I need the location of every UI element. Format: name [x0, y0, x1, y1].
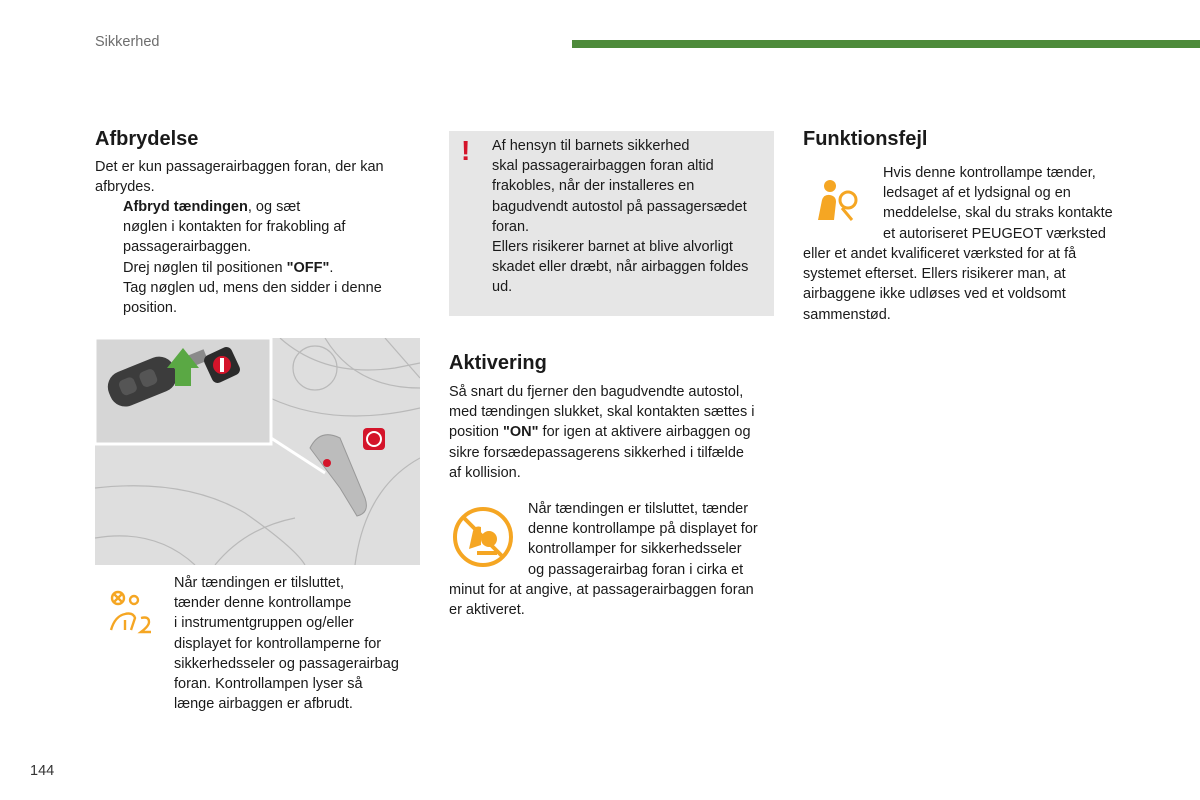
aktivering-paragraph: Så snart du fjerner den bagudvendte autostol, med tændingen slukket, skal kontakten sættes i position "ON" for igen at aktivere airbaggen og sikre forsædepassagerens sikkerhed i tilfælde af kollision.	[449, 384, 755, 481]
page-number: 144	[30, 763, 55, 779]
step-2: Drej nøglen til positionen "OFF".	[123, 259, 334, 276]
key-switch-illustration	[95, 338, 420, 565]
afbrydelse-steps	[95, 197, 425, 318]
funktionsfejl-side-text: Hvis denne kontrollampe tænder, ledsaget af et lydsignal og en meddelelse, skal du straks kontakte et autoriseret PEUGEOT værksted	[883, 165, 1113, 242]
aktivering-title: Aktivering	[449, 352, 547, 374]
afbrydelse-title: Afbrydelse	[95, 128, 199, 150]
airbag-on-indicator-icon	[451, 505, 515, 569]
step-1: Afbryd tændingen, og sæt nøglen i kontakten for frakobling af passagerairbaggen.	[123, 199, 346, 256]
step-3: Tag nøglen ud, mens den sidder i denne position.	[123, 279, 382, 317]
aktivering-lamp-text-tail: minut for at angive, at passagerairbaggen foran er aktiveret.	[449, 582, 754, 619]
airbag-off-passenger-2-icon	[103, 590, 155, 636]
section-label: Sikkerhed	[95, 34, 160, 50]
aktivering-lamp-text: Når tændingen er tilsluttet, tænder denne kontrollampe på displayet for kontrollamper for sikkerhedsseler og passagerairbag foran i cirka et	[528, 501, 758, 578]
airbag-fault-icon	[814, 178, 860, 224]
dashboard-illustration	[95, 338, 420, 565]
warning-text: Af hensyn til barnets sikkerhed skal passagerairbaggen foran altid frakobles, når der installeres en bagudvendt autostol på passagersædet foran. Ellers risikerer barnet at blive alvorligt skadet eller dræbt, når airbaggen foldes ud.	[492, 138, 749, 296]
afbrydelse-intro: Det er kun passagerairbaggen foran, der kan afbrydes.	[95, 159, 384, 196]
afbrydelse-lamp-text: Når tændingen er tilsluttet, tænder denne kontrollampe i instrumentgruppen og/eller displayet for kontrollamperne for sikkerhedsseler og passagerairbag foran. Kontrollampen lyser så længe airbaggen er afbrudt.	[174, 575, 399, 713]
header-accent-bar	[572, 40, 1200, 48]
funktionsfejl-tail-text: eller et andet kvalificeret værksted for at få systemet efterset. Ellers risikerer man, at airbaggene ikke udløses ved et voldsomt sammenstød.	[803, 246, 1077, 323]
funktionsfejl-title: Funktionsfejl	[803, 128, 928, 150]
warning-exclamation-icon: !	[461, 135, 471, 166]
